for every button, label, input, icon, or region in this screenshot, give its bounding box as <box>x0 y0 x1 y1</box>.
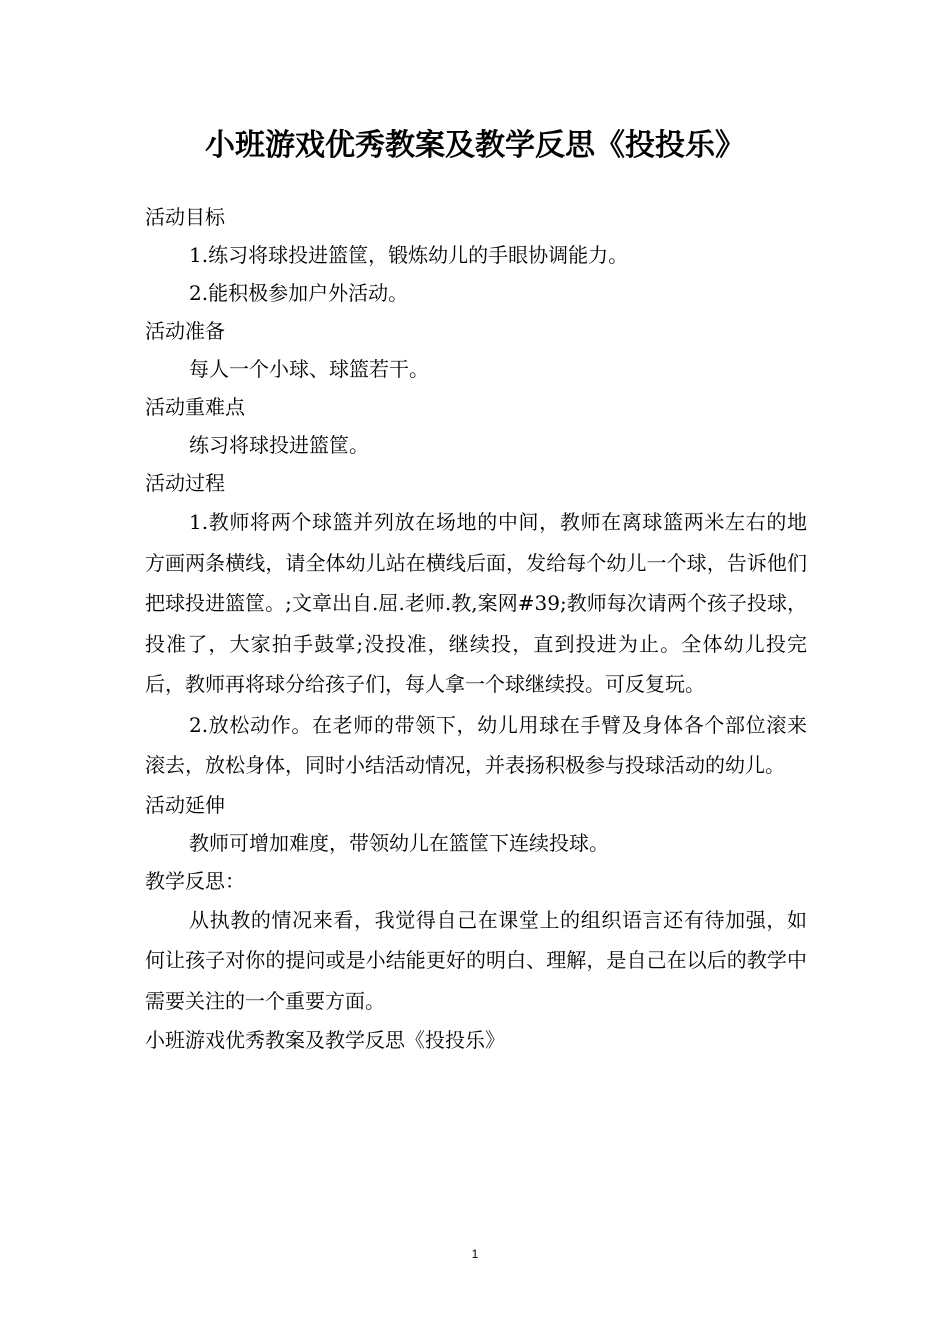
extension-heading: 活动延伸 <box>145 792 225 817</box>
goal-heading: 活动目标 <box>145 205 225 229</box>
reflection-text: 从执教的情况来看，我觉得自己在课堂上的组织语言还有待加强，如何让孩子对你的提问或是小结能更好的明白、理解，是自己在以后的教学中需要关注的一个重要方面。 <box>145 907 807 1013</box>
reflection-heading: 教学反思： <box>145 868 245 893</box>
process-step-2: 2.放松动作。在老师的带领下，幼儿用球在手臂及身体各个部位滚来滚去，放松身体，同时小结活动情况，并表扬积极参与投球活动的幼儿。 <box>145 712 807 777</box>
prep-heading: 活动准备 <box>145 319 225 343</box>
key-text: 练习将球投进篮筐。 <box>189 433 369 457</box>
document-title: 小班游戏优秀教案及教学反思《投投乐》 <box>205 128 745 163</box>
closing-line: 小班游戏优秀教案及教学反思《投投乐》 <box>145 1028 505 1052</box>
process-step-1: 1.教师将两个球篮并列放在场地的中间，教师在离球篮两米左右的地方画两条横线，请全体幼儿站在横线后面，发给每个幼儿一个球，告诉他们把球投进篮筐。;文章出自.屈.老师.教,案网#39;教师每次请两个孩子投球，投准了，大家拍手鼓掌;没投准，继续投，直到投进为止。全体幼儿投完后，教师再将球分给孩子们，每人拿一个球继续投。可反复玩。 <box>145 510 807 696</box>
extension-text: 教师可增加难度，带领幼儿在篮筐下连续投球。 <box>189 830 609 855</box>
prep-text: 每人一个小球、球篮若干。 <box>189 357 429 381</box>
goal-item-1: 1.练习将球投进篮筐，锻炼幼儿的手眼协调能力。 <box>189 243 629 267</box>
document-body <box>145 198 807 1059</box>
process-heading: 活动过程 <box>145 471 225 495</box>
key-heading: 活动重难点 <box>145 395 245 419</box>
goal-item-2: 2.能积极参加户外活动。 <box>189 281 409 305</box>
page-number: 1 <box>471 1247 479 1261</box>
